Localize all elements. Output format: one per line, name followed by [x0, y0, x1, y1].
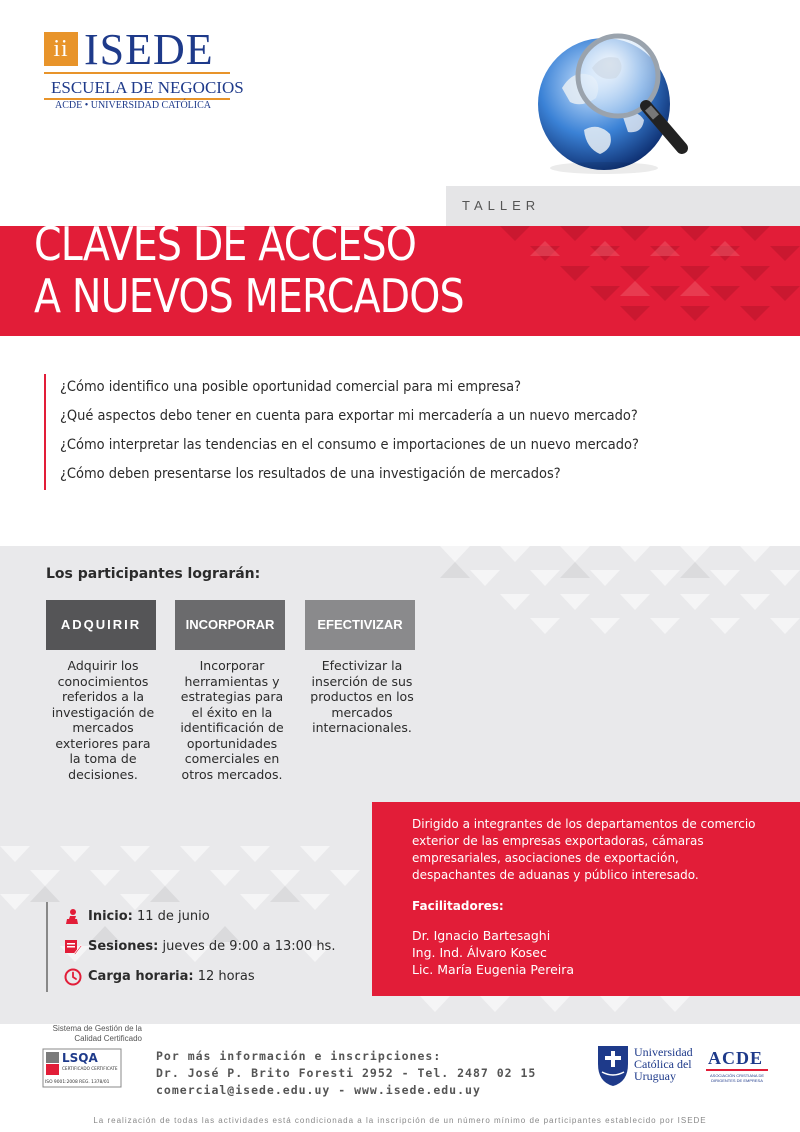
- contact-info: [156, 1048, 536, 1099]
- ucu-line: Universidad: [634, 1045, 693, 1059]
- audience-text: Dirigido a integrantes de los departamentos de comercio exterior de las empresas exportadoras, cámaras empresariales, asociaciones de exportación, despachantes de aduanas y público interesado.: [412, 817, 756, 882]
- disclaimer: La realización de todas las actividades está condicionada a la inscripción de un número mínimo de participantes establecido por ISEDE: [93, 1116, 707, 1125]
- question-item: ¿Cómo deben presentarse los resultados de una investigación de mercados?: [60, 466, 561, 482]
- course-details: [46, 902, 335, 992]
- facilitators-heading: Facilitadores:: [412, 899, 504, 913]
- logo-subtitle: ESCUELA DE NEGOCIOS: [51, 78, 244, 97]
- globe-magnifier-icon: [532, 18, 702, 178]
- page-title: [34, 218, 464, 322]
- cert-name: LSQA: [62, 1051, 98, 1065]
- detail-hours: [64, 962, 335, 992]
- detail-value: 12 horas: [197, 969, 255, 984]
- goal-description: Incorporar herramientas y estrategias para el éxito en la identificación de oportunidades comerciales en otros mercados.: [180, 658, 284, 782]
- logo-name: ISEDE: [84, 25, 214, 74]
- goal-tab-incorporar: INCORPORAR: [175, 600, 285, 650]
- goal-description: Efectivizar la inserción de sus productos en los mercados internacionales.: [310, 658, 414, 735]
- cert-iso: ISO 9001:2008 REG. 1378/01: [45, 1080, 110, 1085]
- facilitator-name: Dr. Ignacio Bartesaghi: [412, 928, 551, 943]
- cert-caption: Sistema de Gestión de la Calidad Certificado: [52, 1024, 142, 1043]
- ucu-line: Uruguay: [634, 1069, 676, 1083]
- calendar-pen-icon: [64, 938, 82, 956]
- detail-label: Carga horaria:: [88, 969, 194, 984]
- question-item: ¿Qué aspectos debo tener en cuenta para exportar mi mercadería a un nuevo mercado?: [60, 408, 638, 424]
- detail-label: Sesiones:: [88, 939, 159, 954]
- logo-badge: ii: [44, 32, 78, 66]
- detail-value: jueves de 9:00 a 13:00 hs.: [162, 939, 336, 954]
- title-line-2: A NUEVOS MERCADOS: [34, 269, 464, 323]
- acde-logo: ACDE: [708, 1048, 764, 1068]
- detail-start: [64, 902, 335, 932]
- participants-heading: Los participantes lograrán:: [46, 566, 261, 582]
- detail-label: Inicio:: [88, 909, 133, 924]
- logo-tagline: ACDE • UNIVERSIDAD CATÓLICA: [55, 100, 211, 111]
- lsqa-certificate-logo: [42, 1048, 122, 1088]
- goal-description: Adquirir los conocimientos referidos a la investigación de mercados exteriores para la toma de decisiones.: [51, 658, 155, 782]
- ucu-line: Católica del: [634, 1057, 692, 1071]
- facilitator-name: Lic. María Eugenia Pereira: [412, 962, 575, 977]
- clock-icon: [64, 968, 82, 986]
- detail-sessions: [64, 932, 335, 962]
- isede-logo: [44, 25, 244, 112]
- contact-address: Dr. José P. Brito Foresti 2952 - Tel. 2487 02 15: [156, 1066, 537, 1080]
- contact-links[interactable]: comercial@isede.edu.uy - www.isede.edu.uy: [156, 1083, 481, 1097]
- title-line-1: CLAVES DE ACCESO: [34, 217, 416, 271]
- question-item: ¿Cómo identifico una posible oportunidad comercial para mi empresa?: [60, 379, 522, 395]
- goal-tab-efectivizar: EFECTIVIZAR: [305, 600, 415, 650]
- detail-value: 11 de junio: [136, 909, 210, 924]
- logo-divider: [44, 72, 230, 74]
- facilitators-list: [412, 927, 800, 978]
- cert-sub: CERTIFICADO CERTIFICATE: [62, 1066, 118, 1071]
- acde-subtitle: ASOCIACIÓN CRISTIANA DE DIRIGENTES DE EMPRESA: [709, 1073, 764, 1083]
- question-list: [44, 374, 764, 490]
- ucu-name: [634, 1046, 693, 1082]
- acde-divider: [706, 1069, 768, 1071]
- pawn-icon: [64, 908, 82, 926]
- kicker-label: TALLER: [462, 198, 541, 213]
- audience-box: [372, 802, 800, 996]
- goal-tab-adquirir: ADQUIRIR: [46, 600, 156, 650]
- question-item: ¿Cómo interpretar las tendencias en el consumo e importaciones de un nuevo mercado?: [60, 437, 639, 453]
- facilitator-name: Ing. Ind. Álvaro Kosec: [412, 945, 547, 960]
- contact-heading: Por más información e inscripciones:: [156, 1049, 442, 1063]
